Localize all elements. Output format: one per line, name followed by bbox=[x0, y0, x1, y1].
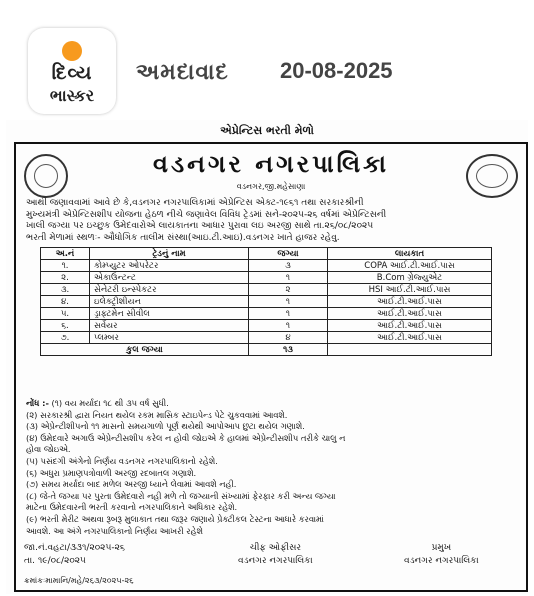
edition-city: અમદાવાદ bbox=[136, 60, 229, 85]
cell: આઈ.ટી.આઈ.પાસ bbox=[328, 308, 492, 320]
org-name: વડનગર નગરપાલિકા bbox=[153, 150, 389, 178]
note-item: (૩) એપ્રેન્ટીશીપનો ૧૧ માસનો સમયગાળો પૂર્ણ થયેથી આપોઆપ છુટા થયેલ ગણાશે. bbox=[26, 421, 305, 432]
table-row bbox=[41, 272, 492, 284]
cell: ૧ bbox=[249, 320, 328, 332]
cell: ડ્રાફ્ટમેન સીવીલ bbox=[90, 308, 249, 320]
cell: સેનેટરી ઇન્સ્પેકટર bbox=[90, 284, 249, 296]
cell bbox=[328, 344, 492, 356]
note-item: (૭) સમય મર્યાદા બાદ મળેલ અરજી ધ્યાને લેવામાં આવશે નહી. bbox=[26, 479, 237, 490]
cell: HSI આઈ.ટી.આઈ.પાસ bbox=[328, 284, 492, 296]
note-item: (૪) ઉમેદવારે અગાઉ એપ્રેન્ટીસશીપ કરેલ ન હોવી જોઇએ કે હાલમાં એપ્રેન્ટીસશીપ તરીકે ચાલુ ન bbox=[26, 432, 346, 443]
note-item bbox=[26, 398, 520, 410]
cell: ૧. bbox=[41, 260, 90, 272]
edition-date: 20-08-2025 bbox=[280, 58, 393, 83]
table-row bbox=[41, 284, 492, 296]
cell: ૭. bbox=[41, 332, 90, 344]
outward-block bbox=[24, 542, 125, 568]
total-value: ૧૩ bbox=[249, 344, 328, 356]
intro-line: આથી જણાવવામાં આવે છે કે,વડનગર નગરપાલિકામાં એપ્રેન્ટિસ એક્ટ-૧૯૬૧ તથા સરકારશ્રીની bbox=[26, 198, 364, 208]
officer-title: ચીફ ઓફીસર bbox=[249, 543, 302, 553]
cell: આઈ.ટી.આઈ.પાસ bbox=[328, 320, 492, 332]
cell: ૩ bbox=[249, 260, 328, 272]
cell: આઈ.ટી.આઈ.પાસ bbox=[328, 332, 492, 344]
sun-icon bbox=[62, 41, 82, 61]
cell: ૨ bbox=[249, 284, 328, 296]
intro-line: ખાલી જગ્યા પર ઇચ્છુક ઉમેદવારોએ લાયકાતના આધાર પુરાવા લઇ અરજી સાથે તા.૨૬/૦૮/૨૦૨૫ bbox=[26, 221, 374, 231]
logo-line1: દિવ્ય bbox=[51, 62, 93, 84]
cell: આઈ.ટી.આઈ.પાસ bbox=[328, 296, 492, 308]
logo-line2: ભાસ્કર bbox=[49, 86, 95, 105]
newspaper-header bbox=[0, 0, 534, 118]
cell: B.Com ગ્રેજ્યુએટ bbox=[328, 272, 492, 284]
cell: પ્લમ્બર bbox=[90, 332, 249, 344]
table-row bbox=[41, 260, 492, 272]
col-header: ટ્રેડનું નામ bbox=[90, 248, 249, 260]
table-row bbox=[41, 332, 492, 344]
cell: COPA આઈ.ટી.આઈ.પાસ bbox=[328, 260, 492, 272]
divya-bhaskar-logo bbox=[28, 28, 116, 114]
outward-date: તા. ૧૯/૦૮/૨૦૨૫ bbox=[24, 556, 86, 566]
notes-section bbox=[26, 398, 520, 537]
col-header: લાયકાત bbox=[328, 248, 492, 260]
table-total-row bbox=[41, 344, 492, 356]
notice-clipping bbox=[6, 120, 528, 594]
president-org: વડનગર નગરપાલિકા bbox=[404, 556, 479, 566]
note-item: (૫) પસંદગી અંગેનો નિર્ણય વડનગર નગરપાલિકાનો રહેશે. bbox=[26, 455, 218, 466]
table-row bbox=[41, 308, 492, 320]
president-signature bbox=[404, 542, 479, 568]
cell: ૬. bbox=[41, 320, 90, 332]
note-item: હોવા જોઇએ. bbox=[26, 444, 71, 455]
officer-org: વડનગર નગરપાલિકા bbox=[238, 556, 313, 566]
cell: ૪ bbox=[249, 332, 328, 344]
cell: ૫. bbox=[41, 308, 90, 320]
table-row bbox=[41, 296, 492, 308]
chief-officer-signature bbox=[238, 542, 313, 568]
cell: ૧ bbox=[249, 296, 328, 308]
intro-line: મુખ્યમંત્રી એપ્રેન્ટિસશીપ યોજના હેઠળ નીચે જણાવેલ વિવિધ ટ્રેડમાં સને-૨૦૨૫-૨૬ વર્ષમાં એપ્રેન્ટિસની bbox=[26, 209, 387, 220]
note-item: આવશે. આ અંગે નગરપાલિકાનો નિર્ણય આખરી રહેશે bbox=[26, 525, 203, 536]
intro-line: ભરતી મેળામાં સ્થળઃ- ઔધોગિક તાલીમ સંસ્થા(આઇ.ટી.આઇ).વડનગર ખાતે હાજર રહેવુ. bbox=[26, 232, 340, 243]
president-title: પ્રમુખ bbox=[431, 543, 452, 553]
outward-number: જા.નં.વહટા/૩૩૧/૨૦૨૫-૨૬ bbox=[24, 543, 125, 553]
cell: ૪. bbox=[41, 296, 90, 308]
notice-title: એપ્રેન્ટિસ ભરતી મેળો bbox=[220, 124, 314, 137]
vacancy-table bbox=[40, 247, 492, 356]
total-label: કુલ જગ્યા bbox=[41, 344, 249, 356]
notice-box bbox=[14, 142, 528, 592]
cell: ૧ bbox=[249, 272, 328, 284]
cell: ૩. bbox=[41, 284, 90, 296]
note-item: (૨) સરકારશ્રી દ્વારા નિયત થયેલ રકમ માસિક સ્ટાઇપેન્ડ પેટે ચુકવવામાં આવશે. bbox=[26, 409, 288, 420]
cell: એકાઉન્ટન્ટ bbox=[90, 272, 249, 284]
intro-paragraph bbox=[26, 198, 518, 244]
ad-reference: ક્રમાંકઃમામાનિ/મહે/૨૬૩/૨૦૨૫-૨૬ bbox=[24, 576, 134, 585]
note-text: (૧) વય મર્યાદા ૧૮ થી ૩૫ વર્ષ સુધી. bbox=[51, 398, 169, 408]
note-item: (૮) જે-તે જગ્યા પર પુરતા ઉમેદવારો નહી મળે તો જગ્યાની સંખ્યામાં ફેરફાર કરી અન્ય જગ્યા bbox=[26, 490, 336, 501]
table-header-row bbox=[41, 248, 492, 260]
org-address: વડનગર,જી.મહેસાણા bbox=[236, 182, 306, 191]
cell: સર્વેયર bbox=[90, 320, 249, 332]
cell: કોમ્પ્યુટર ઓપરેટર bbox=[90, 260, 249, 272]
note-item: માટેના ઉમેદવારની ભરતી કરવાનો નગરપાલિકાને અધિકાર રહેશે. bbox=[26, 502, 238, 513]
cell: ૨. bbox=[41, 272, 90, 284]
notes-label: નોંધ :- bbox=[26, 398, 49, 408]
cell: ૧ bbox=[249, 308, 328, 320]
table-row bbox=[41, 320, 492, 332]
note-item: (૯) ભરતી મેરીટ અથવા રૂબરૂ મુલાકાત તથા જરૂર જણાયે પ્રેક્ટીકલ ટેસ્ટના આધારે કરવામાં bbox=[26, 513, 324, 524]
col-header: અ.નં bbox=[41, 248, 90, 260]
col-header: જગ્યા bbox=[249, 248, 328, 260]
cell: ઇલેક્ટ્રીશીયન bbox=[90, 296, 249, 308]
note-item: (૬) અધુરા પ્રમાણપત્રોવાળી અરજી રદબાતલ ગણાશે. bbox=[26, 467, 197, 478]
